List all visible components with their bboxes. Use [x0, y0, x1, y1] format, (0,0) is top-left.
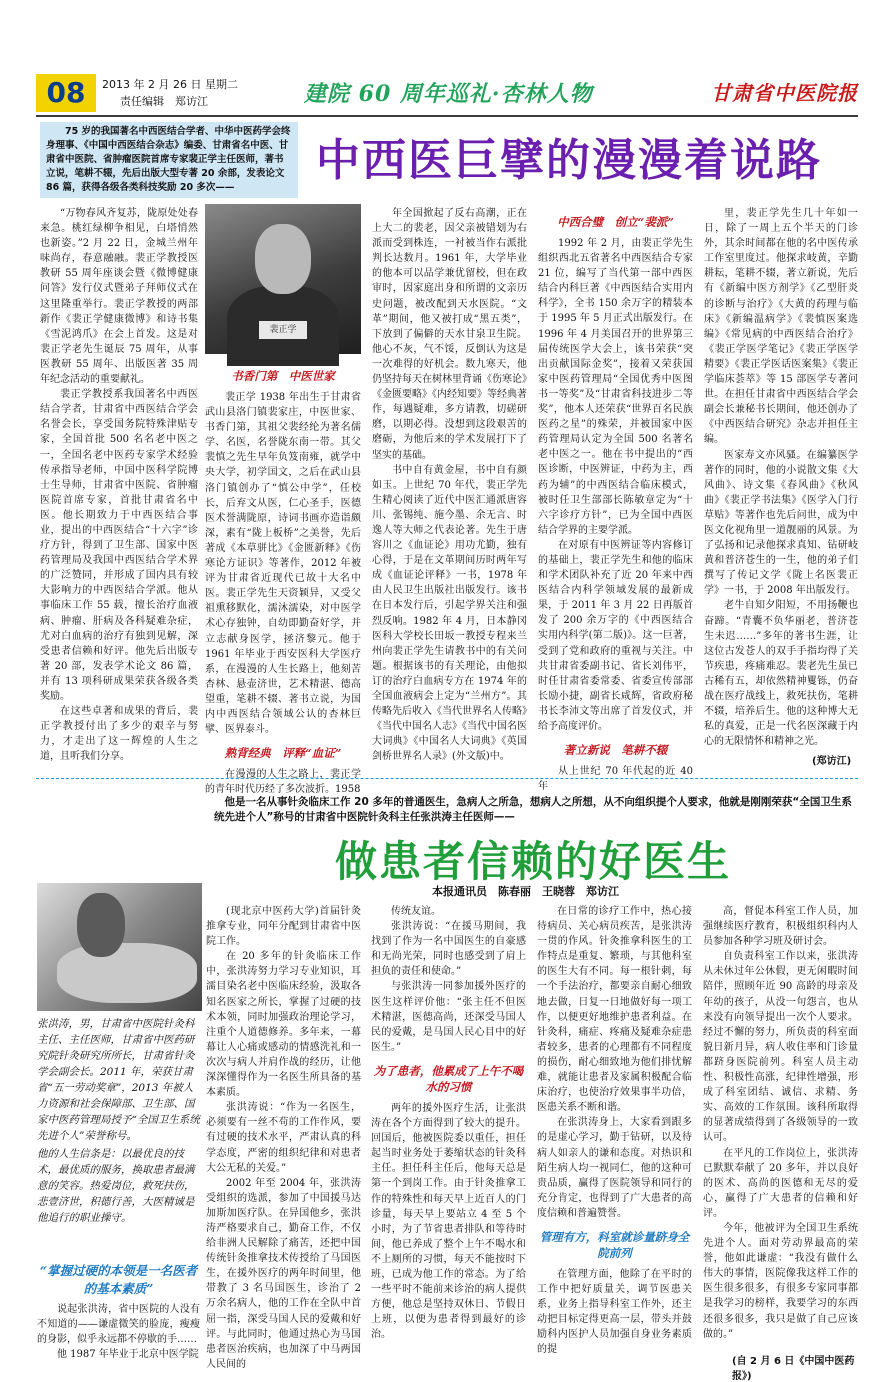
page-header [36, 74, 858, 114]
article2-column-1 [37, 1302, 200, 1368]
photo-caption: 张洪涛，男，甘肃省中医院针灸科主任、主任医师，甘肃省中医药研究院针灸研究所所长，甘肃省针灸学会副会长。2011 年，荣获甘肃省“五一劳动奖章”，2013 年被人力资源和社会保障部、卫生部、国家中医药管理局授予“全国卫生系统先进个人”荣誉称号。 他的人生信条是：以最优良的技术，最优质的服务，换取患者最满意的笑容。热爱岗位，救死扶伤，悲壹济世，积德行善，大医精诚是他追行的职业操守。 [37, 1018, 200, 1224]
paragraph: 在漫漫的人生之路上，裴正学的青年时代历经了多次波折。1958 [205, 769, 361, 796]
paragraph: 1992 年 2 月，由裴正学先生组织西北五省著名中西医结合专家 21 位，编写了当代第一部中西医结合内科巨著《中西医结合实用内科学》，全书 150 余万字的精装本于 1995 年 5 月正式出版发行。在 1996 年 4 月美国召开的世界第三届传统医学大会上，该书荣获“突出贡献国际金奖”，接着又荣获国家中医药管理局“全国优秀中医图书一等奖”及“甘肃省科技进步二等奖”，他本人还荣获“世界百名民族医药之星”的殊荣，并被国家中医药管理局认定为全国 500 名著名老中医之一。他在书中提出的“西医诊断，中医辨证，中药为主，西药为辅”的中西医结合临床模式，被时任卫生部部长陈敏章定为“十六字诊疗方针”，已为全国中西医结合学界的主要学派。 [538, 238, 693, 536]
paragraph: 张洪涛说：“在援马期间，我找到了作为一名中国医生的自豪感和无尚光荣，同时也感受到了肩上担负的责任和使命。” [371, 921, 526, 978]
article1-column-3 [372, 206, 527, 766]
doctor-photo [37, 883, 202, 1011]
article1-byline: (郑访江) [812, 756, 852, 767]
subheading: “掌握过硬的本领是一名医者的基本素质” [39, 1263, 198, 1296]
paragraph: 与张洪涛一同参加援外医疗的医生这样评价他：“张主任不但医术精湛，医德高尚，还深受马国人民的爱戴，是马国人民心目中的好医生。” [371, 981, 526, 1053]
paragraph: 从上世纪 70 年代起的近 40 年 [538, 766, 693, 793]
paragraph: 自负责科室工作以来，张洪涛从未休过年公休假，更无闲暇时间陪伴，照顾年近 90 高龄的母亲及年幼的孩子，从没一句怨言，也从来没有向领导提出一次个人要求。经过不懈的努力，所负责的科室面貌日新月异，病人收住率和门诊量都跻身医院前列。科室人员主动性、积极性高涨，纪律性增强，形成了科室团结、诚信、求精、务实、高效的工作氛围。该科所取得的显著成绩得到了各级领导的一致认可。 [703, 951, 858, 1144]
paragraph: 在 20 多年的针灸临床工作中，张洪涛努力学习专业知识，耳濡目染名老中医临床经验，汲取各知名医家之所长，掌握了过硬的技术本领，同时加强政治理论学习，注重个人道德修养。多年来，一幕幕让人心痛或感动的情感洗礼和一次次与病人并肩作战的经历，让他深深懂得作为一名医生所具备的基本素质。 [206, 951, 361, 1099]
article2-title: 做患者信赖的好医生 [335, 837, 732, 886]
article2-source: (自 2 月 6 日《中国中医药报》) [732, 1356, 855, 1382]
paragraph: 在管理方面，他除了在平时的工作中把好质量关，调节医患关系，业务上指导科室工作外，还主动把目标定得更高一层，带头并鼓励科内医护人员加强自身业务素质的提 [537, 1268, 692, 1356]
paragraph: 在日常的诊疗工作中，热心接待病员、关心病员疾苦，是张洪涛一贯的作风。针灸推拿科医生的工作特点是重复、繁琐，与其他科室的医生大有不同。每一根针刺，每一个手法治疗，都要亲自耐心细致地去做，日复一日地做好每一项工作，以便更好地维护患者利益。在针灸科，痛症、疼痛及疑难杂症患者较多，患者的心理都有不同程度的损伤，耐心细致地为他们排忧解难，就能让患者及家属积极配合临床治疗，也使治疗效果事半功倍，医患关系不断和谐。 [537, 906, 692, 1114]
issue-date: 2013 年 2 月 26 日 星期二 [102, 78, 238, 91]
paragraph: 在平凡的工作岗位上，张洪涛已默默奉献了 20 多年，并以良好的医术、高尚的医德和无尽的爱心，赢得了广大患者的信赖和好评。 [703, 1147, 858, 1219]
subheading: 中西合璧 创立“裴派” [557, 215, 674, 229]
article-divider [36, 778, 858, 779]
paragraph: 在张洪涛身上，大家看到跟多的是虚心学习，勤于钻研，以及待病人如亲人的谦和态度。对热识和陌生病人均一视同仁，他的这种可贵品质，赢得了医院领导和同行的充分肯定，也得到了广大患者的高度信赖和普遍赞誉。 [537, 1117, 692, 1219]
header-rule [36, 115, 858, 117]
subheading: 熟背经典 评释“血证” [224, 746, 342, 761]
article2-intro: 他是一名从事针灸临床工作 20 多年的普通医生，急病人之所急，想病人之所想，从不向组织提个人要求，他就是刚刚荣获“全国卫生系统先进个人”称号的甘肃省中医院针灸科主任张洪涛主任医师—— [214, 796, 852, 823]
article2-column-3 [371, 904, 526, 1366]
article1-title: 中西医巨擘的漫漫着说路 [316, 135, 822, 186]
paragraph: 里，裴正学先生几十年如一日，除了一周上五个半天的门诊外，其余时间都在他的名中医传承工作室里度过。他探求岐黄，辛勤耕耘，笔耕不辍，著立新说，先后有《新编中医方剂学》《乙型肝炎的诊断与治疗》《大黄的药理与临床》《新编温病学》《裴慎医案选编》《常见病的中西医结合治疗》《裴正学医学笔记》《裴正学医学精要》《裴正学医话医案集》《裴正学临床荟萃》等 15 部医学专著问世。在担任甘肃省中西医结合学会副会长兼秘书长期间，他还创办了《中西医结合研究》杂志并担任主编。 [704, 208, 858, 446]
paragraph: 今年，他被评为全国卫生系统先进个人。面对劳动界最高的荣誉，他如此谦虚：“我没有做什么伟大的事情，医院像我这样工作的医生很多很多，有很多专家同事都是我学习的榜样，我要学习的东西还很多很多，我只是做了自己应该做的。” [703, 1222, 858, 1340]
editor-credit: 责任编辑 郑访江 [120, 95, 208, 108]
article1-column-1 [40, 206, 198, 766]
subheading: 著立新说 笔耕不辍 [563, 743, 668, 758]
paragraph: 高，督促本科室工作人员，加强继续医疗教育，积极组织科内人员参加各种学习班及研讨会。 [703, 906, 858, 948]
section-banner: 建院 60 周年巡礼·杏林人物 [304, 81, 593, 107]
article2-column-2 [206, 904, 361, 1370]
paragraph: 老牛自知夕阳短，不用扬鞭也奋蹄。“青囊不负华丽老，普济苍生未迟……”多年的著书生涯，让这位古发苍人的双手手指均得了关节疾患，疼痛难忍。裴老先生虽已古稀有五，却依然精神矍铄，仍奋战在医疗战线上，救死扶伤，笔耕不辍，培养后生。他的这种博大无私的真爱，正是一代名医深藏于内心的无限情怀和精神之光。 [704, 600, 858, 748]
paragraph: 年全国掀起了反右高潮，正在上大二的裴老，因父亲被错划为右派而受到株连，一衬被当作右派批判长达数月。1961 年，大学毕业的他本可以品学兼优留校，但在政审时，因家庭出身和所谓的文亲历史问题，被改配到天水医院。“文革”期间，他又被打成“黑五类”，下放到了偏僻的天水甘泉卫生院。他心不灰，气不馁，反倒认为这是一次难得的好机会。数九寒天，他仍坚持每天在树林里背诵《伤寒论》《金匮要略》《内经知要》等经典著作，每遇疑难，多方请教，切磋研磨，以期必得。没想到这段艰苦的磨砺，为他后来的学术发展打下了坚实的基础。 [372, 208, 527, 461]
paragraph: 两年的援外医疗生活，让张洪涛在各个方面得到了较大的提升。回国后，他被医院委以重任，担任起当时业务处于萎缩状态的针灸科主任。担任科主任后，他每天总是第一个到岗工作。由于针灸推拿工作的特殊性和每天早上近百人的门诊量，每天早上要站立 4 至 5 个小时，为了节省患者排队和等待时间，他已养成了整个上午不喝水和不上厕所的习惯，每天不能按时下班，已成为他工作的常态。为了给一些平时不能前来诊治的病人提供方便，他总是坚持双休日、节假日上班，以便为患者得到最好的诊治。 [371, 1102, 526, 1341]
paragraph: 他 1987 年毕业于北京中医学院 [57, 1349, 199, 1361]
subheading: 书香门第 中医世家 [231, 369, 335, 383]
newspaper-name: 甘肃省中医院报 [711, 81, 858, 105]
subheading: 为了患者，他累成了上午不喝水的习惯 [373, 1063, 524, 1094]
paragraph: 裴正学教授系我国著名中西医结合学者，甘肃省中西医结合学会名誉会长，享受国务院特殊津贴专家，全国首批 500 名名老中医之一，全国名老中医药专家学术经验传承指导老师，中国中医科学院博士生导师，甘肃省中医院、省肿瘤医院首席专家，首批甘肃省名中医。他长期致力于中西医结合事业，提出的中西医结合“十六字”诊疗方针，得到了卫生部、国家中医药管理局及我国中西医结合学术界的广泛赞同，并形成了国内具有较大影响力的中西医结合学派。他从事临床工作 55 载，擅长治疗血液病、肿瘤、肝病及各科疑难杂症，尤对白血病的治疗有独到见解，深受患者信赖和好评。他先后出版专著 20 部，发表学术论文 86 篇，并有 13 项科研成果荣获各级各类奖励。 [40, 389, 198, 702]
paragraph: 说起张洪涛，省中医院的人没有不知道的——谦虚微笑的脸庞，瘦瘦的身影，似乎永远都不停歇的手…… [37, 1304, 200, 1346]
paragraph: 2002 年至 2004 年，张洪涛受组织的选派，参加了中国援马达加斯加医疗队。在异国他乡，张洪涛严格要求自己，勤奋工作，不仅给非洲人民解除了痛苦，还把中国传统针灸推拿技术传授给了马国医生，在援外医疗的两年时间里，他带教了 3 名马国医生，诊治了 2 万余名病人，他的工作在全队中首屈一指，深受马国人民的爱戴和好评。与此同时，他通过热心为马国患者医治疾病，也加深了中马两国人民间的 [206, 1177, 361, 1370]
paragraph: 传统友谊。 [391, 906, 441, 917]
article2-byline: 本报通讯员 陈春丽 王晓蓉 郑访江 [432, 885, 619, 898]
page-number: 08 [36, 74, 96, 112]
article1-column-2 [205, 360, 361, 796]
paragraph: “万物春风齐复苏，陇原处处春来急。桃红绿柳争相见，白塔悄然也新姿。”2 月 22 日，金城兰州年味尚存，春意融融。裴正学教授医教研 55 周年座谈会暨《微博健康问答》发行仪式暨弟子拜师仪式在这里隆重举行。裴正学教授的两部新作《裴正学健康微博》和诗书集《雪泥鸿爪》在会上首发。这是对裴正学老先生诞辰 75 周年，从事医教研 55 周年、出版医著 35 周年纪念活动的重要献礼。 [40, 208, 198, 386]
article1-column-5 [704, 206, 858, 746]
paragraph: 张洪涛说：“作为一名医生，必须要有一丝不苟的工作作风，要有过硬的技术水平，严肃认真的科学态度，严密的组织纪律和对患者大公无私的关爱。” [206, 1102, 361, 1174]
article2-column-4 [537, 904, 692, 1366]
paragraph: 医家寿文亦风骚。在编纂医学著作的同时，他的小说散文集《大风曲》、诗文集《春风曲》《秋风曲》《裴正学书法集》《医学入门行草贴》等著作也先后问世，成为中医文化视角里一道靓丽的风景。为了弘扬和记录他探求真知、钻研岐黄和普济苍生的一生，他的弟子们撰写了传记文学《陇上名医裴正学》一书，于 2008 年出版发行。 [704, 449, 858, 597]
paragraph: (现北京中医药大学)首届针灸推拿专业，同年分配到甘肃省中医院工作。 [206, 906, 361, 948]
subheading: 管理有方，科室就诊量跻身全院前列 [539, 1229, 690, 1260]
paragraph: 裴正学 1938 年出生于甘肃省武山县洛门镇裴家庄，中医世家、书香门第，其祖父裴经纶为著名儒学、名医，名誉陇东南一带。其父裴慎之先生早年负笈南雍，就学中央大学，初学国文，之后在武山县洛门镇创办了“慎公中学”，任校长，后弃文从医，仁心圣手，医德医术誉满陇原，诗词书画亦造诣颇深，素有“陇上板桥”之美誉，先后著成《本草骈比》《金匮新释》《伤寒论方证识》等著作，2012 年被评为甘肃省近现代已故十大名中医。裴正学先生天资颖异，又受父祖熏移默化，濡沐濡染，对中医学术心存独钟，自幼即勤奋好学，并立志献身医学，拯济黎元。他于 1961 年毕业于西安医科大学医疗系，在漫漫的人生长路上，他刻苦杏林、悬壶济世，艺术精湛、德高望重，笔耕不辍、著书立说，为国内中西医结合领域公认的杏林巨擘、医界泰斗。 [205, 392, 361, 736]
article1-column-4 [538, 206, 693, 793]
article2-column-5 [703, 904, 858, 1350]
name-plate: 裴正学 [259, 321, 307, 339]
portrait-photo [205, 204, 361, 354]
paragraph: 书中自有黄金屋，书中自有颜如玉。上世纪 70 年代，裴正学先生精心阅读了近代中医汇通派唐容川、张锡纯、施今墨、余无言、时逸人等大师之代表论著。先生于唐容川之《血证论》用功尤勤，独有心得，于是在文革期间历时两年写成《血证论评释》一书，1978 年由人民卫生出版社出版发行。该书在日本发行后，引起学界关注和强烈反响。1982 年 4 月，日本静冈医科大学校长田坂一教授专程来兰州向裴正学先生请教书中的有关问题。根据该书的有关理论，由他拟订的治疗白血病专方在 1974 年的全国血液病会上定为“兰州方”。其传略先后收入《当代世界名人传略》《当代中国名人志》《当代中国名医大词典》《中国名人大词典》《英国剑桥世界名人录》(外文版)中。 [372, 464, 527, 763]
paragraph: 在对原有中医辨证等内容修订的基础上，裴正学先生和他的临床和学术团队补充了近 20 年来中西医结合内科学领域发展的最新成果，于 2011 年 3 月 22 日再版首发了 200 余万字的《中西医结合实用内科学(第二版)》。这一巨著，受到了党和政府的重视与关注。中共甘肃省委副书记、省长刘伟平，时任甘肃省委常委、省委宣传部部长励小捷，副省长咸辉，省政府秘书长李沛文等出席了首发仪式，并给予高度评价。 [538, 539, 693, 732]
paragraph: 在这些卓著和成果的背后，裴正学教授付出了多少的艰辛与努力，才走出了这一辉煌的人生之道，且听我们分享。 [40, 706, 198, 763]
article1-intro: 75 岁的我国著名中西医结合学者、中华中医药学会终身理事、《中国中西医结合杂志》编委、甘肃省名中医、甘肃省中医院、省肿瘤医院首席专家裴正学主任医师，著书立说，笔耕不辍，先后出版大型专著 20 余部，发表论文 86 篇，获得各级各类科技奖励 20 多次—— [40, 122, 298, 198]
